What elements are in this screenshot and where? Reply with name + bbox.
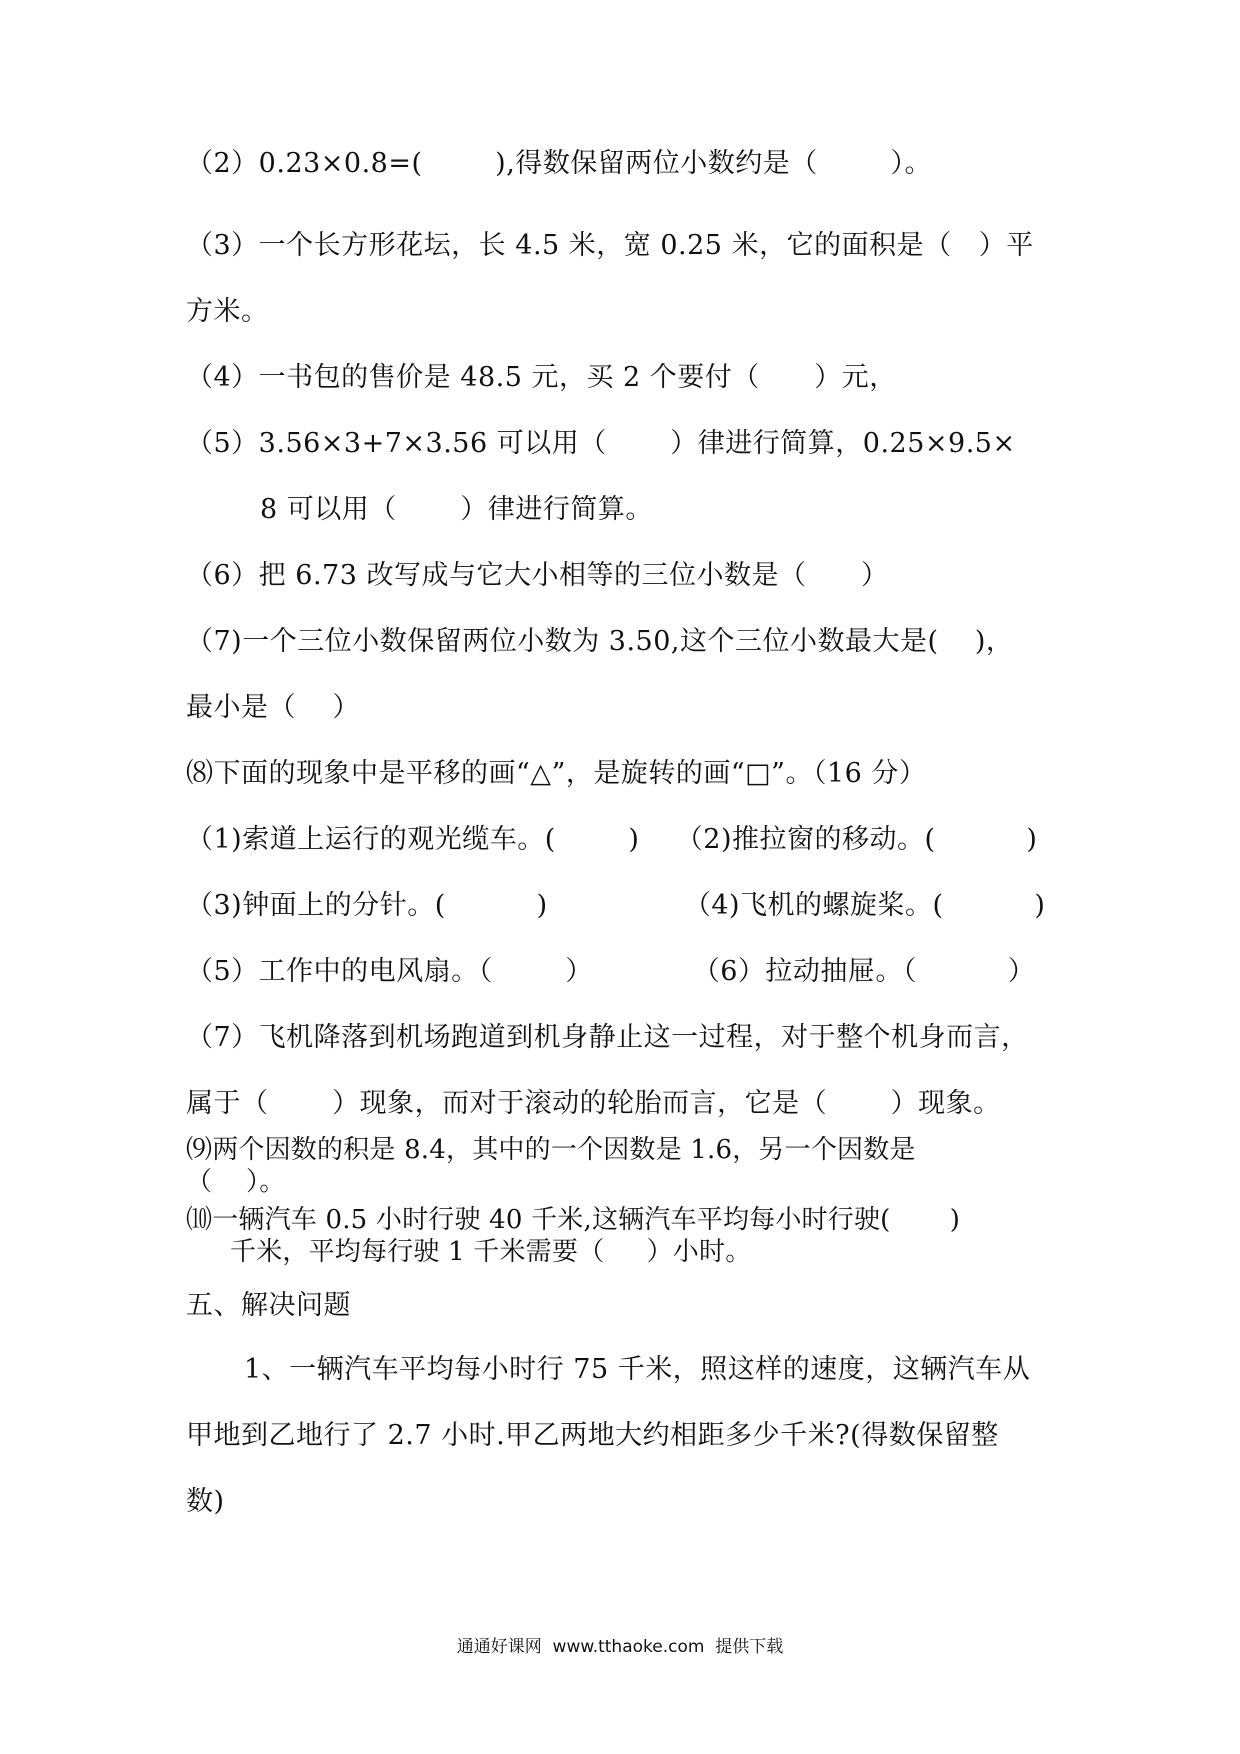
question-9-line-1: ⑼两个因数的积是 8.4，其中的一个因数是 1.6，另一个因数是	[186, 1135, 916, 1165]
question-2-line: （2）0.23×0.8=( ),得数保留两位小数约是（ ）。	[186, 148, 932, 179]
question-7-line-2: 最小是（ ）	[186, 692, 360, 723]
question-4-line: （4）一书包的售价是 48.5 元，买 2 个要付（ ）元，	[186, 362, 897, 393]
question-10-line-1: ⑽一辆汽车 0.5 小时行驶 40 千米,这辆汽车平均每小时行驶( )	[186, 1205, 961, 1235]
page-footer: 通通好课网 www.tthaoke.com 提供下载	[456, 1637, 784, 1657]
question-6-line: （6）把 6.73 改写成与它大小相等的三位小数是（ ）	[186, 560, 889, 591]
question-5-line-1: （5）3.56×3+7×3.56 可以用（ ）律进行简算，0.25×9.5×	[186, 428, 1016, 459]
section-5-heading: 五、解决问题	[186, 1290, 351, 1321]
question-8-row-3: （5）工作中的电风扇。（ ） （6）拉动抽屉。（ ）	[186, 956, 1036, 987]
question-3-line-1: （3）一个长方形花坛，长 4.5 米，宽 0.25 米，它的面积是（ ）平	[186, 230, 1034, 261]
question-10-line-2: 千米，平均每行驶 1 千米需要（ ）小时。	[230, 1237, 752, 1267]
question-8-row-1: （1)索道上运行的观光缆车。( ) （2)推拉窗的移动。( )	[186, 824, 1038, 855]
question-8-item-7-line-1: （7）飞机降落到机场跑道到机身静止这一过程，对于整个机身而言，	[186, 1022, 1029, 1053]
question-8-heading: ⑻下面的现象中是平移的画“△”，是旋转的画“□”。（16 分）	[186, 758, 927, 789]
problem-1-line-2: 甲地到乙地行了 2.7 小时.甲乙两地大约相距多少千米?(得数保留整	[186, 1420, 999, 1451]
question-3-line-2: 方米。	[186, 296, 269, 327]
question-8-item-7-line-2: 属于（ ）现象，而对于滚动的轮胎而言，它是（ ）现象。	[186, 1088, 1001, 1119]
question-9-line-2: （ ）。	[186, 1167, 286, 1197]
problem-1-line-1: 1、一辆汽车平均每小时行 75 千米，照这样的速度，这辆汽车从	[244, 1354, 1031, 1385]
question-7-line-1: （7)一个三位小数保留两位小数为 3.50,这个三位小数最大是( )，	[186, 626, 1014, 657]
question-5-line-2: 8 可以用（ ）律进行简算。	[260, 494, 653, 525]
problem-1-line-3: 数)	[186, 1486, 225, 1517]
question-8-row-2: （3)钟面上的分针。( ) （4)飞机的螺旋桨。( )	[186, 890, 1046, 921]
